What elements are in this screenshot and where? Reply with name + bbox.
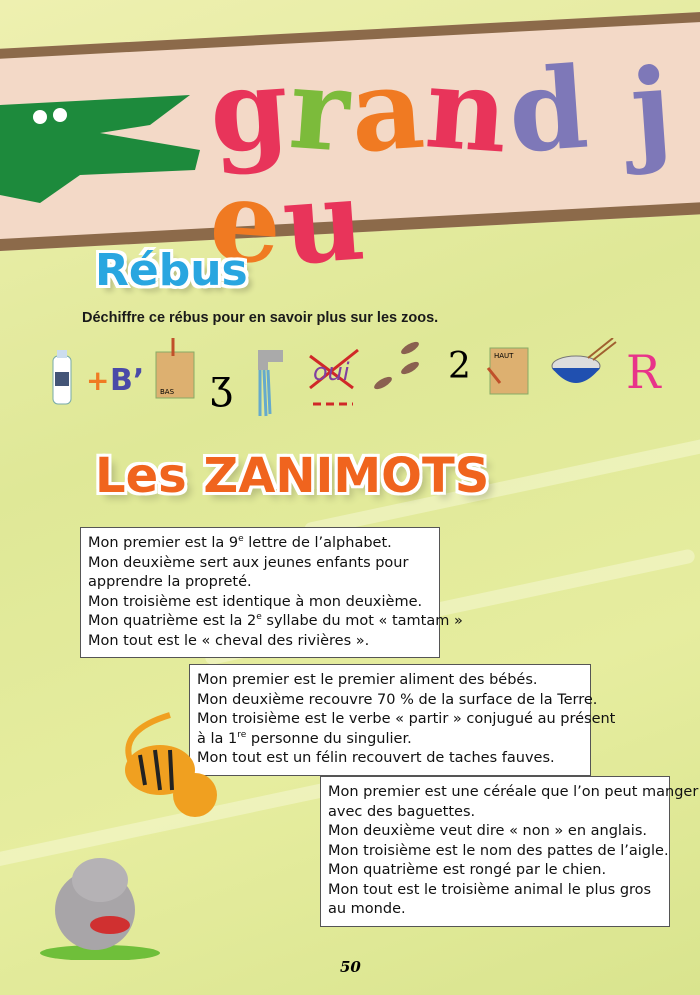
riddle-line: Mon troisième est le nom des pattes de l’aigle.: [328, 842, 669, 859]
riddle-line: Mon quatrième est rongé par le chien.: [328, 862, 607, 878]
page-title: [205, 42, 700, 291]
letter-3: ʒ: [210, 362, 233, 408]
riddle-line: Mon deuxième sert aux jeunes enfants pour: [88, 554, 409, 571]
riddle-line: Mon deuxième veut dire « non » en anglais.: [328, 823, 647, 839]
title-letter: n: [421, 42, 514, 179]
rebus-puzzle: [48, 338, 688, 418]
rebus-heading: Rébus: [95, 245, 248, 296]
zanimots-heading: Les ZANIMOTS: [95, 448, 490, 504]
riddle-line: Mon premier est le premier aliment des bébés.: [197, 672, 538, 688]
riddle-line: au monde.: [328, 901, 406, 917]
riddle-line: à la 1re personne du singulier.: [197, 729, 412, 747]
letter-b: B’: [110, 363, 145, 398]
title-letter: r: [285, 43, 356, 178]
box-bas-icon: [156, 338, 194, 398]
riddle-line: Mon tout est le troisième animal le plus gros: [328, 881, 652, 898]
riddle-line: apprendre la propreté.: [88, 574, 252, 590]
riddle-line: Mon deuxième recouvre 70 % de la surface de la Terre.: [197, 691, 598, 708]
title-letter: e: [205, 154, 288, 291]
title-letter: u: [278, 154, 372, 291]
hippo-illustration: [35, 845, 165, 960]
number-2: 2: [448, 346, 471, 387]
title-letter: j: [626, 43, 678, 178]
page-number: 50: [340, 958, 361, 976]
rebus-instruction: Déchiffre ce rébus pour en savoir plus sur les zoos.: [82, 310, 439, 326]
footprints-icon: [372, 340, 420, 392]
svg-text:BAS: BAS: [160, 388, 175, 396]
riddle-line: Mon troisième est identique à mon deuxième.: [88, 593, 423, 610]
riddle-line: Mon tout est un félin recouvert de taches fauves.: [197, 750, 555, 766]
title-letter: g: [205, 42, 295, 179]
svg-text:HAUT: HAUT: [494, 352, 514, 360]
riddle-box-2: [189, 664, 616, 776]
riddle-line: Mon premier est une céréale que l’on peut manger: [328, 784, 699, 800]
title-letter: d: [504, 42, 595, 179]
box-haut-icon: [488, 348, 528, 394]
riddle-line: avec des baguettes.: [328, 803, 476, 820]
crossed-word-text: oui: [313, 358, 350, 386]
riddle-line: Mon tout est le « cheval des rivières ».: [88, 632, 370, 649]
riddle-box-3: [320, 776, 699, 927]
milk-bottle-icon: [53, 350, 71, 404]
tiger-illustration: [110, 710, 240, 830]
riddle-box-1: [80, 527, 463, 658]
plus-sign: +: [86, 364, 110, 397]
rice-bowl-icon: [552, 338, 616, 383]
title-letter: a: [346, 42, 431, 179]
water-tap-icon: [258, 350, 283, 416]
riddle-line: Mon premier est la 9e lettre de l’alphabet.: [88, 534, 392, 551]
riddle-line: Mon quatrième est la 2e syllabe du mot « tamtam »: [88, 612, 463, 629]
crocodile-illustration: [0, 95, 210, 205]
letter-r: R: [626, 345, 661, 399]
crossed-word: [310, 350, 358, 404]
riddle-line: Mon troisième est le verbe « partir » conjugué au présent: [197, 711, 616, 727]
